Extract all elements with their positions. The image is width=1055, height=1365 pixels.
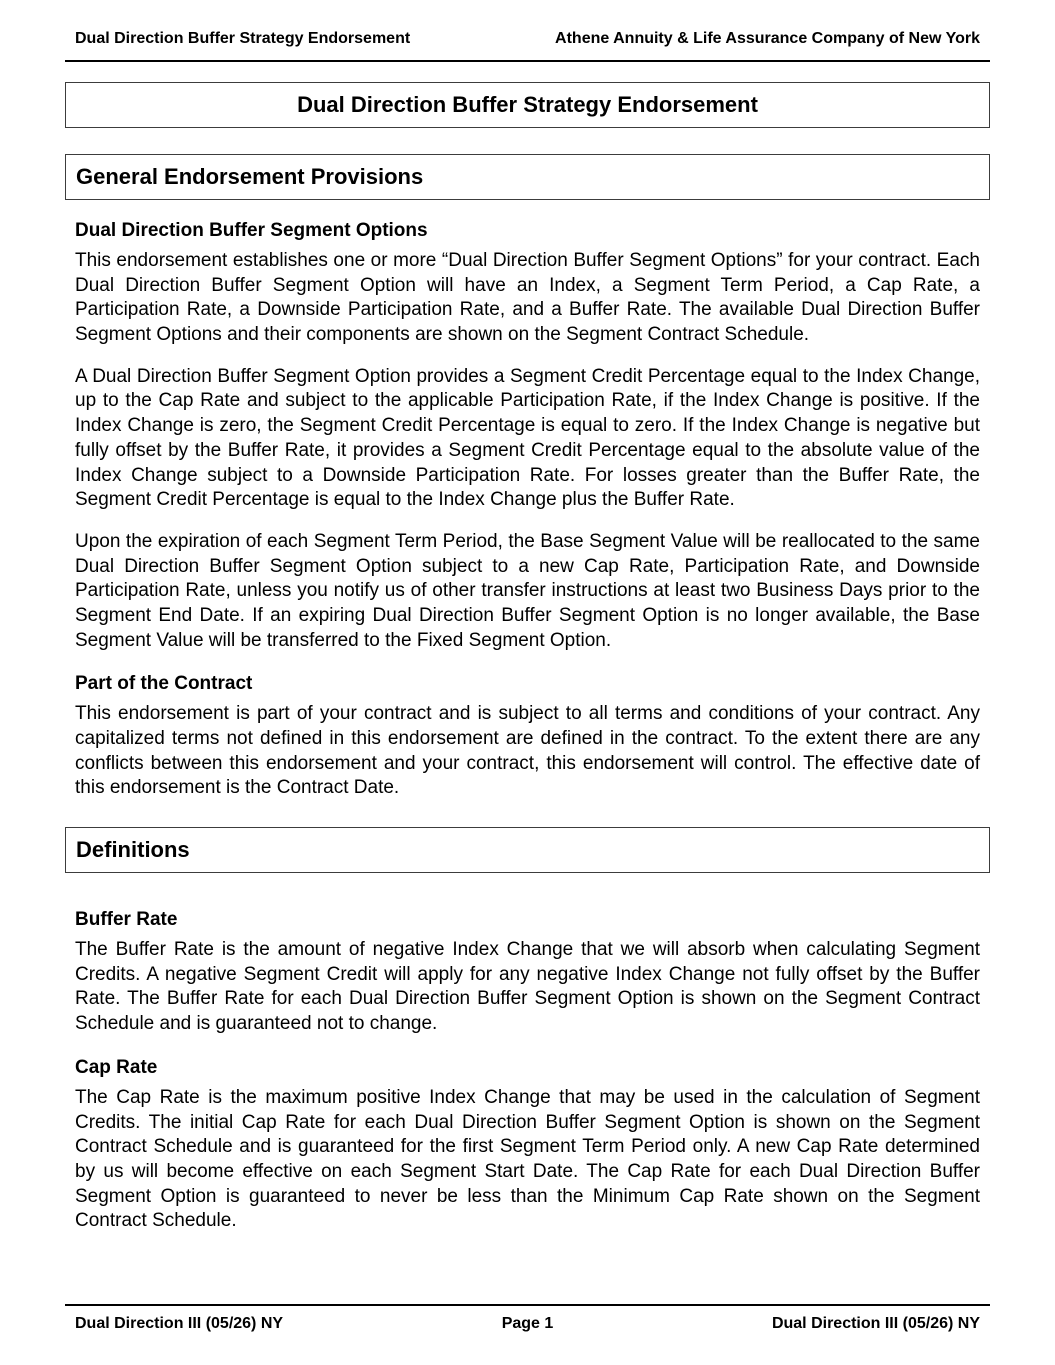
document-title-box [65, 82, 990, 128]
paragraph: Upon the expiration of each Segment Term Period, the Base Segment Value will be reallocated to the same Dual Direction Buffer Segment Option subject to a new Cap Rate, Participation Rate, and Downside Participation Rate, unless you notify us of other transfer instructions at least two Business Days prior to the Segment End Date. If an expiring Dual Direction Buffer Segment Option is no longer available, the Base Segment Value will be transferred to the Fixed Segment Option. [75, 530, 980, 651]
document-page [65, 30, 990, 1332]
section-heading-text: General Endorsement Provisions [76, 164, 424, 189]
section-heading-text: Definitions [76, 837, 190, 863]
subsection-title-part-of-contract: Part of the Contract [75, 673, 253, 695]
section-definitions [65, 909, 990, 1234]
page-header [65, 30, 990, 62]
paragraph: This endorsement is part of your contract and is subject to all terms and conditions of your contract. Any capitalized terms not defined in this endorsement are defined in the contract. To the extent there are any conflicts between this endorsement and your contract, this endorsement will control. The effective date of this endorsement is the Contract Date. [75, 703, 980, 799]
paragraph: The Buffer Rate is the amount of negative Index Change that we will absorb when calculating Segment Credits. A negative Segment Credit will apply for any negative Index Change not fully offset by the Buffer Rate. The Buffer Rate for each Dual Direction Buffer Segment Option is shown on the Segment Contract Schedule and is guaranteed not to change. [75, 939, 980, 1035]
section-heading-general-endorsement-provisions [65, 154, 990, 200]
header-company-name: Athene Annuity & Life Assurance Company of New York [555, 30, 980, 47]
subsection-title-segment-options: Dual Direction Buffer Segment Options [75, 220, 428, 241]
section-general-endorsement-provisions [65, 220, 990, 801]
subsection-title-cap-rate: Cap Rate [75, 1056, 158, 1078]
document-title: Dual Direction Buffer Strategy Endorsement [297, 92, 758, 117]
subsection-title-buffer-rate: Buffer Rate [75, 909, 178, 931]
page-footer [65, 1304, 990, 1333]
header-left-title: Dual Direction Buffer Strategy Endorsement [75, 30, 411, 47]
footer-form-number-right: Dual Direction III (05/26) NY [771, 1315, 981, 1332]
paragraph: The Cap Rate is the maximum positive Index Change that may be used in the calculation of Segment Credits. The initial Cap Rate for each Dual Direction Buffer Segment Option is shown on the Segment Contract Schedule and is guaranteed for the first Segment Term Period only. A new Cap Rate determined by us will become effective on each Segment Start Date. The Cap Rate for each Dual Direction Buffer Segment Option is guaranteed to never be less than the Minimum Cap Rate shown on the Segment Contract Schedule. [75, 1086, 980, 1232]
paragraph: This endorsement establishes one or more “Dual Direction Buffer Segment Options” for your contract. Each Dual Direction Buffer Segment Option will have an Index, a Segment Term Period, a Cap Rate, a Participation Rate, a Downside Participation Rate, and a Buffer Rate. The available Dual Direction Buffer Segment Options and their components are shown on the Segment Contract Schedule. [75, 250, 980, 346]
section-heading-definitions [65, 827, 990, 873]
paragraph: A Dual Direction Buffer Segment Option provides a Segment Credit Percentage equal to the Index Change, up to the Cap Rate and subject to the applicable Participation Rate, if the Index Change is positive. If the Index Change is zero, the Segment Credit Percentage is equal to zero. If the Index Change is negative but fully offset by the Buffer Rate, it provides a Segment Credit Percentage equal to the absolute value of the Index Change subject to a Downside Participation Rate. For losses greater than the Buffer Rate, the Segment Credit Percentage is equal to the Index Change plus the Buffer Rate. [75, 365, 980, 511]
footer-page-number: Page 1 [501, 1315, 554, 1332]
footer-form-number-left: Dual Direction III (05/26) NY [75, 1315, 284, 1332]
